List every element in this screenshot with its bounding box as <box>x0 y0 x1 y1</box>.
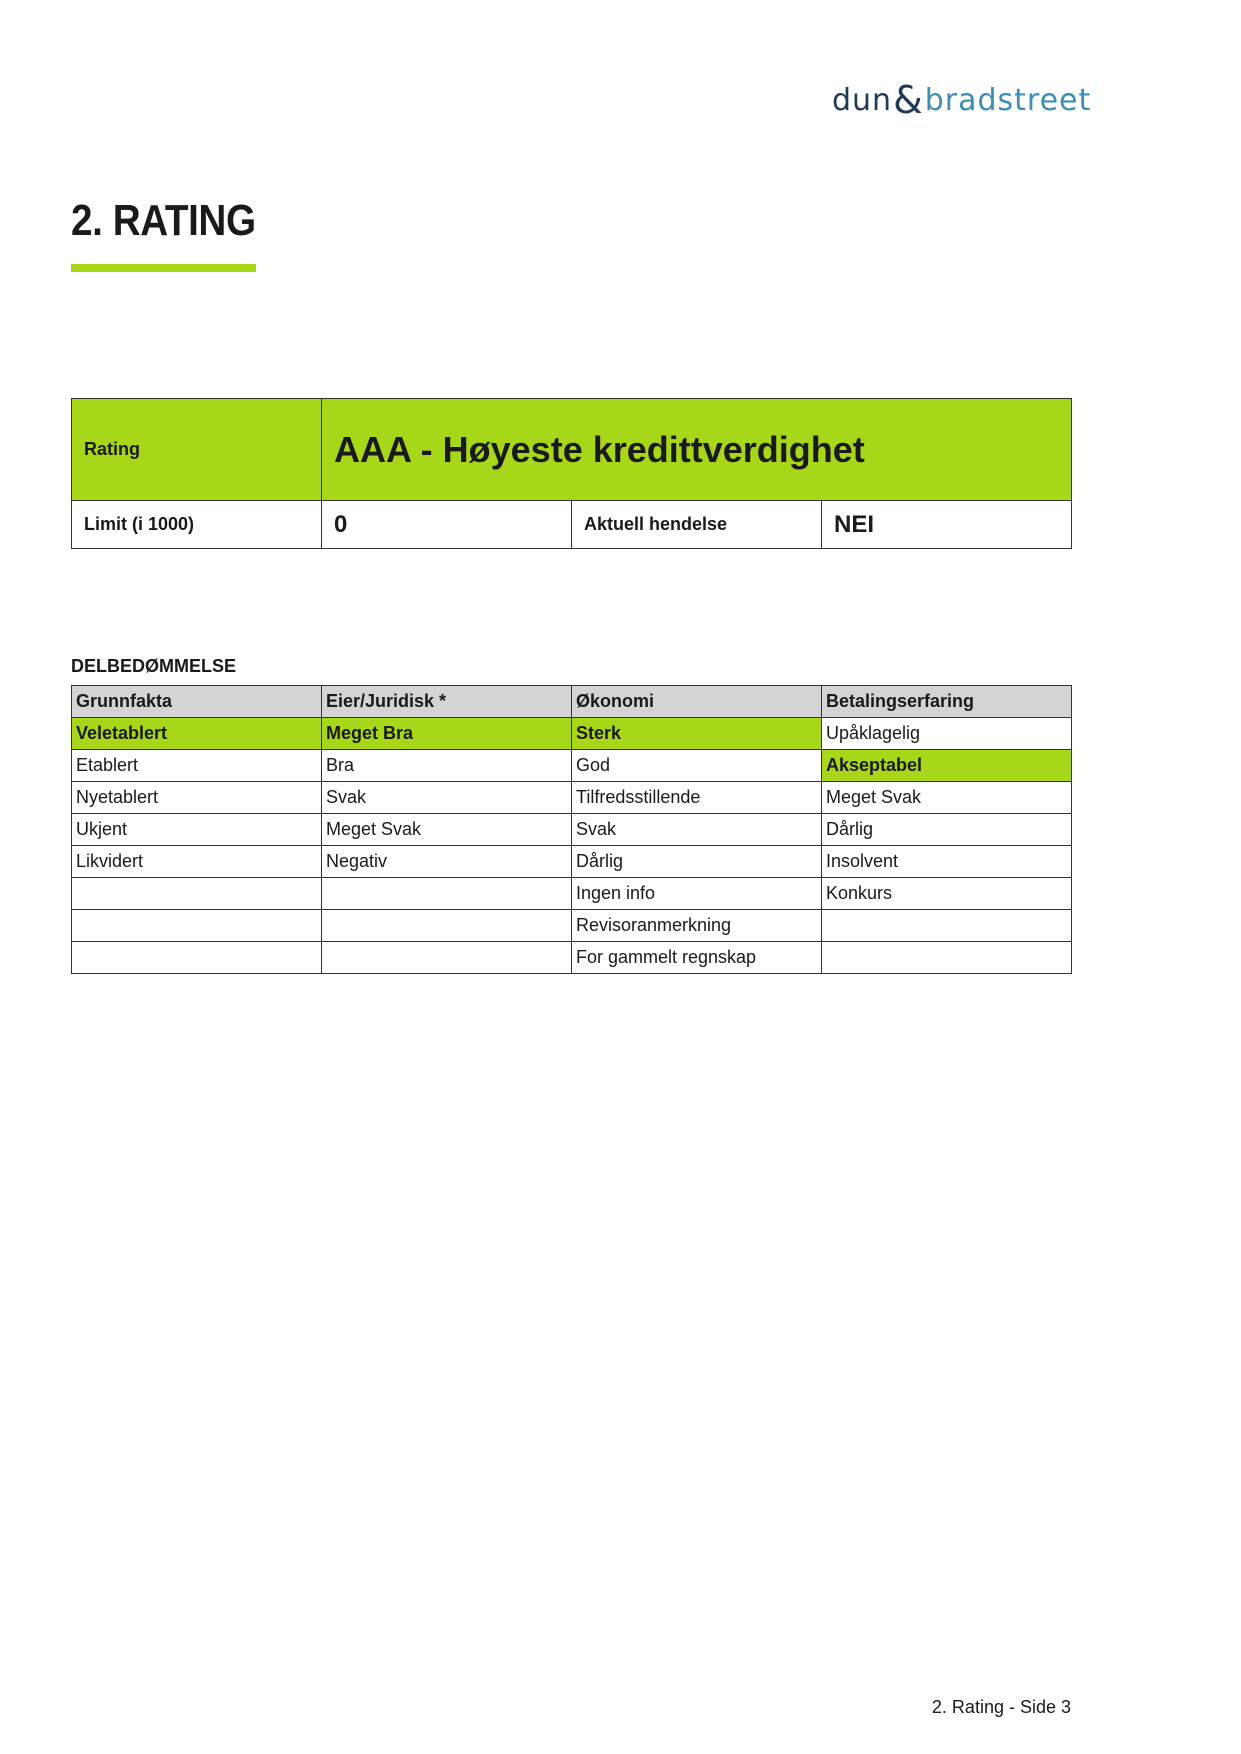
section-heading: DELBEDØMMELSE <box>71 656 237 676</box>
table-cell: Ingen info <box>572 878 822 910</box>
table-cell <box>822 910 1072 942</box>
table-cell: Svak <box>572 814 822 846</box>
limit-value: 0 <box>322 501 572 549</box>
table-cell: For gammelt regnskap <box>572 942 822 974</box>
table-cell: Konkurs <box>822 878 1072 910</box>
table-row <box>72 750 1072 782</box>
table-cell <box>72 910 322 942</box>
table-cell-selected: Veletablert <box>72 718 322 750</box>
table-cell: Revisoranmerkning <box>572 910 822 942</box>
table-header-row <box>72 686 1072 718</box>
column-header: Eier/Juridisk * <box>322 686 572 718</box>
table-cell: Dårlig <box>572 846 822 878</box>
table-row <box>72 846 1072 878</box>
table-cell <box>322 910 572 942</box>
page-title: 2. RATING <box>71 196 256 245</box>
table-row <box>72 878 1072 910</box>
table-row <box>72 942 1072 974</box>
table-cell: Meget Svak <box>822 782 1072 814</box>
table-row <box>72 910 1072 942</box>
table-cell: Upåklagelig <box>822 718 1072 750</box>
dun-bradstreet-logo <box>832 78 1092 122</box>
table-cell: God <box>572 750 822 782</box>
rating-value: AAA - Høyeste kredittverdighet <box>322 399 1072 501</box>
event-value: NEI <box>822 501 1072 549</box>
table-cell: Dårlig <box>822 814 1072 846</box>
table-cell <box>322 942 572 974</box>
limit-row <box>72 501 1072 549</box>
logo-text-bradstreet: bradstreet <box>924 82 1092 118</box>
title-underline <box>71 264 256 272</box>
table-cell-selected: Sterk <box>572 718 822 750</box>
table-cell <box>72 942 322 974</box>
column-header: Betalingserfaring <box>822 686 1072 718</box>
table-cell: Meget Svak <box>322 814 572 846</box>
table-row <box>72 782 1072 814</box>
table-cell <box>822 942 1072 974</box>
column-header: Grunnfakta <box>72 686 322 718</box>
logo-text-dun: dun <box>832 82 893 118</box>
table-row <box>72 814 1072 846</box>
table-cell: Bra <box>322 750 572 782</box>
table-cell: Insolvent <box>822 846 1072 878</box>
table-cell: Etablert <box>72 750 322 782</box>
page-footer: 2. Rating - Side 3 <box>931 1697 1071 1717</box>
sub-assessment-table <box>71 685 1072 974</box>
table-cell: Negativ <box>322 846 572 878</box>
table-cell-selected: Meget Bra <box>322 718 572 750</box>
event-label: Aktuell hendelse <box>572 501 822 549</box>
table-cell-selected: Akseptabel <box>822 750 1072 782</box>
rating-label: Rating <box>72 399 322 501</box>
table-cell: Likvidert <box>72 846 322 878</box>
table-cell: Ukjent <box>72 814 322 846</box>
rating-row <box>72 399 1072 501</box>
table-cell: Svak <box>322 782 572 814</box>
column-header: Økonomi <box>572 686 822 718</box>
table-cell: Nyetablert <box>72 782 322 814</box>
rating-summary-table <box>71 398 1072 549</box>
logo-ampersand: & <box>893 78 924 122</box>
table-cell: Tilfredsstillende <box>572 782 822 814</box>
table-cell <box>72 878 322 910</box>
table-row <box>72 718 1072 750</box>
table-cell <box>322 878 572 910</box>
limit-label: Limit (i 1000) <box>72 501 322 549</box>
